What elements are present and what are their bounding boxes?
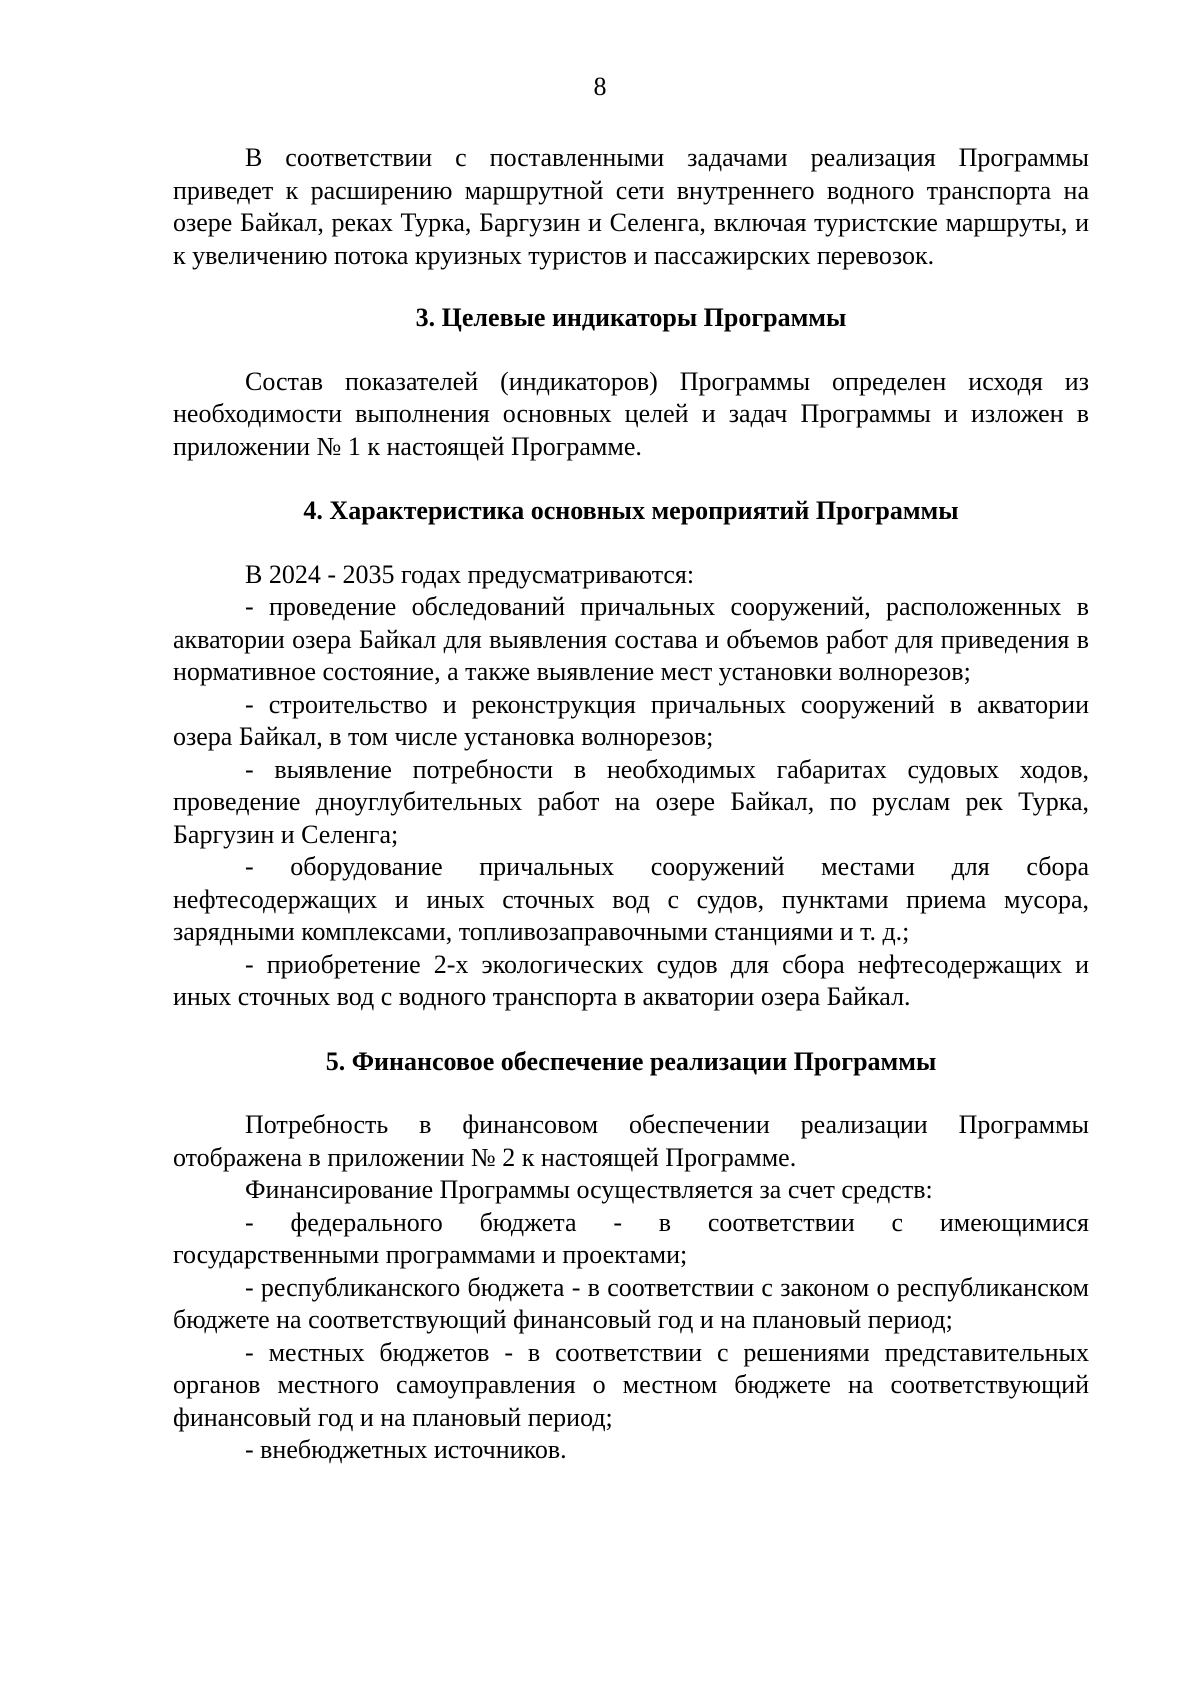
section-5-list-item: - федерального бюджета - в соответствии с имеющимися государственными программами и проектами; xyxy=(173,1207,1089,1269)
section-3-paragraph: Состав показателей (индикаторов) Программы определен исходя из необходимости выполнения основных целей и задач Программы и изложен в приложении № 1 к настоящей Программе. xyxy=(173,366,1089,461)
section-3-heading: 3. Целевые индикаторы Программы xyxy=(415,303,847,332)
section-4-list-item: - приобретение 2-х экологических судов для сбора нефтесодержащих и иных сточных вод с водного транспорта в акватории озера Байкал. xyxy=(173,949,1089,1011)
section-5-list-item: - республиканского бюджета - в соответствии с законом о республиканском бюджете на соответствующий финансовый год и на плановый период; xyxy=(173,1272,1089,1334)
section-4-list-item: - строительство и реконструкция причальных сооружений в акватории озера Байкал, в том числе установка волнорезов; xyxy=(173,689,1089,751)
section-5-list-item: - внебюджетных источников. xyxy=(245,1435,567,1464)
document-body xyxy=(173,142,1089,1467)
section-4-list-item: - оборудование причальных сооружений местами для сбора нефтесодержащих и иных сточных вод с судов, пунктами приема мусора, зарядными комплексами, топливозаправочными станциями и т. д.; xyxy=(173,852,1089,946)
section-4-heading: 4. Характеристика основных мероприятий Программы xyxy=(303,496,959,525)
section-4-paragraph: В 2024 - 2035 годах предусматриваются: xyxy=(245,559,695,589)
section-5-list-item: - местных бюджетов - в соответствии с решениями представительных органов местного самоуправления о местном бюджете на соответствующий финансовый год и на плановый период; xyxy=(173,1337,1089,1432)
intro-paragraph: В соответствии с поставленными задачами реализация Программы приведет к расширению маршрутной сети внутреннего водного транспорта на озере Байкал, реках Турка, Баргузин и Селенга, включая туристские маршруты, и к увеличению потока круизных туристов и пассажирских перевозок. xyxy=(173,143,1089,270)
section-4-list-item: - проведение обследований причальных сооружений, расположенных в акватории озера Байкал для выявления состава и объемов работ для приведения в нормативное состояние, а также выявление мест установки волнорезов; xyxy=(173,592,1089,686)
section-5-heading: 5. Финансовое обеспечение реализации Программы xyxy=(325,1046,937,1076)
page-number: 8 xyxy=(593,72,607,101)
section-5-paragraph: Финансирование Программы осуществляется за счет средств: xyxy=(245,1175,933,1204)
section-4-list-item: - выявление потребности в необходимых габаритах судовых ходов, проведение дноуглубительных работ на озере Байкал, по руслам рек Турка, Баргузин и Селенга; xyxy=(173,754,1089,849)
section-5-paragraph: Потребность в финансовом обеспечении реализации Программы отображена в приложении № 2 к настоящей Программе. xyxy=(173,1110,1089,1172)
